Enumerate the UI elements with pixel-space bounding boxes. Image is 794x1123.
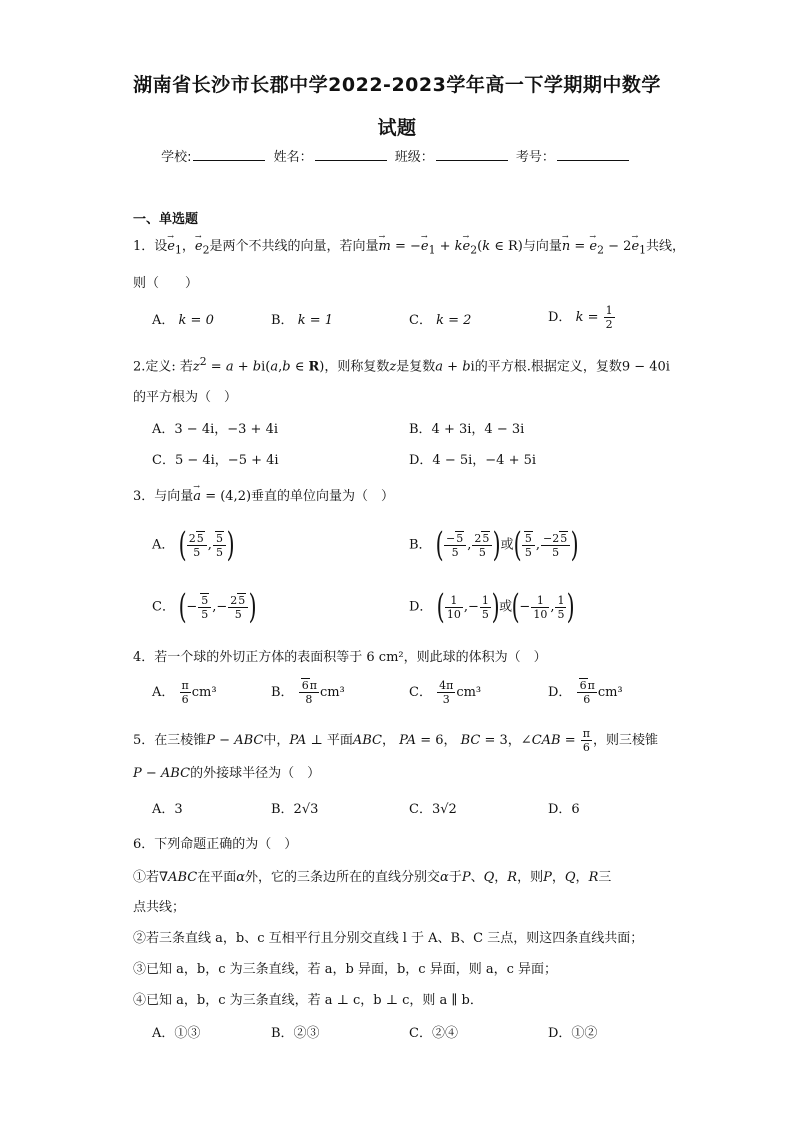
exam-no-label: 考号： <box>515 150 555 165</box>
exam-no-blank <box>557 148 629 161</box>
class-blank <box>436 148 508 161</box>
question-6-stem: 6．下列命题正确的为（ ） <box>133 837 298 852</box>
q2-option-b: B．4 + 3i，4 − 3i <box>409 422 525 437</box>
q1-option-b: B． k = 1 <box>271 313 334 328</box>
q1-option-c: C． k = 2 <box>409 313 472 328</box>
q2-option-d: D．4 − 5i，−4 + 5i <box>409 453 537 468</box>
name-blank <box>315 148 387 161</box>
q3-option-b: B． ( $\frac{-5}{5}$ , $\frac{25}{5}$ )或( $\frac{5}{5}$ , $\frac{-25}{5}$ ) <box>409 525 579 565</box>
q1-option-a: A． k = 0 <box>152 313 214 328</box>
question-1-stem: 1．设→ $e_1$，→ $e_2$是两个不共线的向量，若向量→ m = −→ $e_1 + k\to e_2(k$ ∈ R)与向量→ n = → $e_2 - 2\to e_1$共线， <box>133 238 685 260</box>
q4-option-a: A． $\frac{\pi}{6}$ cm³ <box>152 679 217 706</box>
student-info-line <box>0 146 794 165</box>
q6-option-b: B．②③ <box>271 1026 320 1041</box>
q4-option-b: B． $\frac{6\pi}{8}$ cm³ <box>271 679 345 706</box>
class-label: 班级： <box>394 150 434 165</box>
q3-option-d: D． ( $\frac{1}{10}$ ,− $\frac{1}{5}$ )或(− $\frac{1}{10}$ , $\frac{1}{5}$ ) <box>409 587 576 627</box>
question-2-stem: 2.定义: 若$z^2 = a + bi(a,b$ ∈ R)，则称复数z是复数a + bi的平方根.根据定义，复数9 − 40i <box>133 355 670 375</box>
q6-proposition-2: ②若三条直线 a，b、c 互相平行且分别交直线 l 于 A、B、C 三点，则这四条直线共面； <box>133 931 644 946</box>
q5-option-d: D．6 <box>548 802 580 817</box>
q2-option-c: C．5 − 4i，−5 + 4i <box>152 453 279 468</box>
q6-option-a: A．①③ <box>152 1026 201 1041</box>
q4-option-c: C． $\frac{4\pi}{3}$ cm³ <box>409 679 482 706</box>
q6-option-d: D．①② <box>548 1026 598 1041</box>
q5-option-c: C．3√2 <box>409 802 457 817</box>
exam-title-line2: 试题 <box>377 117 417 139</box>
school-label: 学校: <box>161 150 192 165</box>
question-3-stem: 3．与向量→ a = (4,2)垂直的单位向量为（ ） <box>133 488 394 506</box>
q1-option-d: D． k = $\frac{1}{2}$ <box>548 304 613 331</box>
q5-option-b: B．2√3 <box>271 802 319 817</box>
exam-title: 湖南省长沙市长郡中学2022-2023学年高一下学期期中数学 <box>133 74 661 96</box>
q2-option-a: A．3 − 4i，−3 + 4i <box>152 422 278 437</box>
question-4-stem: 4．若一个球的外切正方体的表面积等于 6 cm²，则此球的体积为（ ） <box>133 650 547 665</box>
q5-option-a: A．3 <box>152 802 183 817</box>
q6-option-c: C．②④ <box>409 1026 458 1041</box>
q3-option-c: C． (− $\frac{5}{5}$ ,− $\frac{25}{5}$ ) <box>152 587 257 627</box>
school-blank <box>193 148 265 161</box>
q6-proposition-4: ④已知 a，b，c 为三条直线，若 a ⊥ c，b ⊥ c，则 a ∥ b． <box>133 993 483 1008</box>
q6-proposition-1: ①若∇ABC在平面α外，它的三条边所在的直线分别交α于P、Q，R，则P，Q，R三 <box>133 870 612 885</box>
q6-proposition-1-line2: 点共线； <box>133 900 186 915</box>
name-label: 姓名： <box>273 150 313 165</box>
question-1-stem-line2: 则（ ） <box>133 276 199 291</box>
question-2-stem-line2: 的平方根为（ ） <box>133 390 238 405</box>
question-5-stem: 5．在三棱锥P − ABC中，PA ⊥ 平面ABC， PA = 6， BC = 3，∠CAB = $\frac{\pi}{6}$ ，则三棱锥 <box>133 727 659 754</box>
q4-option-d: D． $\frac{6\pi}{6}$ cm³ <box>548 679 623 706</box>
section-heading: 一、单选题 <box>133 212 199 227</box>
question-5-stem-line2: P − ABC的外接球半径为（ ） <box>133 766 321 781</box>
q6-proposition-3: ③已知 a，b，c 为三条直线，若 a，b 异面，b，c 异面，则 a，c 异面； <box>133 962 557 977</box>
q3-option-a: A． ( $\frac{25}{5}$ , $\frac{5}{5}$ ) <box>152 525 235 565</box>
